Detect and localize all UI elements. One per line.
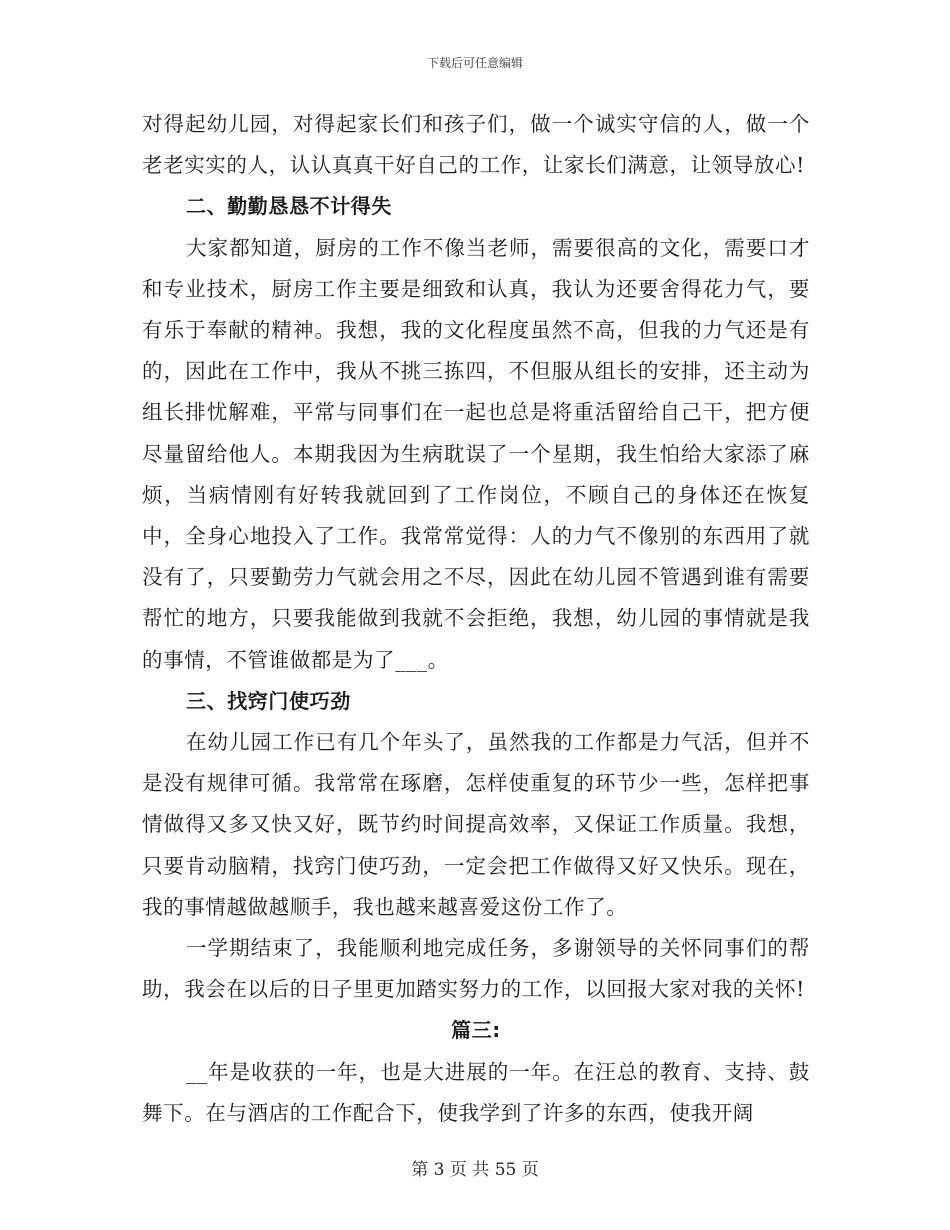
chapter-title: 篇三: [451, 1018, 501, 1043]
paragraph-tricks: 在幼儿园工作已有几个年头了，虽然我的工作都是力气活，但并不是没有规律可循。我常常在琢磨，怎样使重复的环节少一些，怎样把事情做得又多又快又好，既节约时间提高效率，又保证工作质量。我想，只要肯动脑精，找窍门使巧劲，一定会把工作做得又好又快乐。现在，我的事情越做越顺手，我也越来越喜爱这份工作了。 [142, 730, 810, 919]
paragraph-chapter-three: __年是收获的一年，也是大进展的一年。在汪总的教育、支持、鼓舞下。在与酒店的工作配合下，使我学到了许多的东西，使我开阔 [142, 1059, 810, 1125]
section-heading-2: 二、勤勤恳恳不计得失 [186, 194, 392, 219]
document-body [142, 104, 810, 1134]
paragraph-conclusion: 一学期结束了，我能顺利地完成任务，多谢领导的关怀同事们的帮助，我会在以后的日子里更加踏实努力的工作，以回报大家对我的关怀! [142, 936, 810, 1002]
paragraph-diligence: 大家都知道，厨房的工作不像当老师，需要很高的文化，需要口才和专业技术，厨房工作主要是细致和认真，我认为还要舍得花力气，要有乐于奉献的精神。我想，我的文化程度虽然不高，但我的力气还是有的，因此在工作中，我从不挑三拣四，不但服从组长的安排，还主动为组长排忧解难，平常与同事们在一起也总是将重活留给自己干，把方便尽量留给他人。本期我因为生病耽误了一个星期，我生怕给大家添了麻烦，当病情刚有好转我就回到了工作岗位，不顾自己的身体还在恢复中，全身心地投入了工作。我常常觉得：人的力气不像别的东西用了就没有了，只要勤劳力气就会用之不尽，因此在幼儿园不管遇到谁有需要帮忙的地方，只要我能做到我就不会拒绝，我想，幼儿园的事情就是我的事情，不管谁做都是为了___。 [142, 235, 810, 672]
paragraph-continuation: 对得起幼儿园，对得起家长们和孩子们，做一个诚实守信的人，做一个老老实实的人，认认真真干好自己的工作，让家长们满意，让领导放心! [142, 112, 810, 178]
page-footer: 第 3 页 共 55 页 [411, 1160, 539, 1180]
page-header: 下载后可任意编辑 [426, 56, 523, 70]
section-heading-3: 三、找窍门使巧劲 [186, 688, 351, 713]
